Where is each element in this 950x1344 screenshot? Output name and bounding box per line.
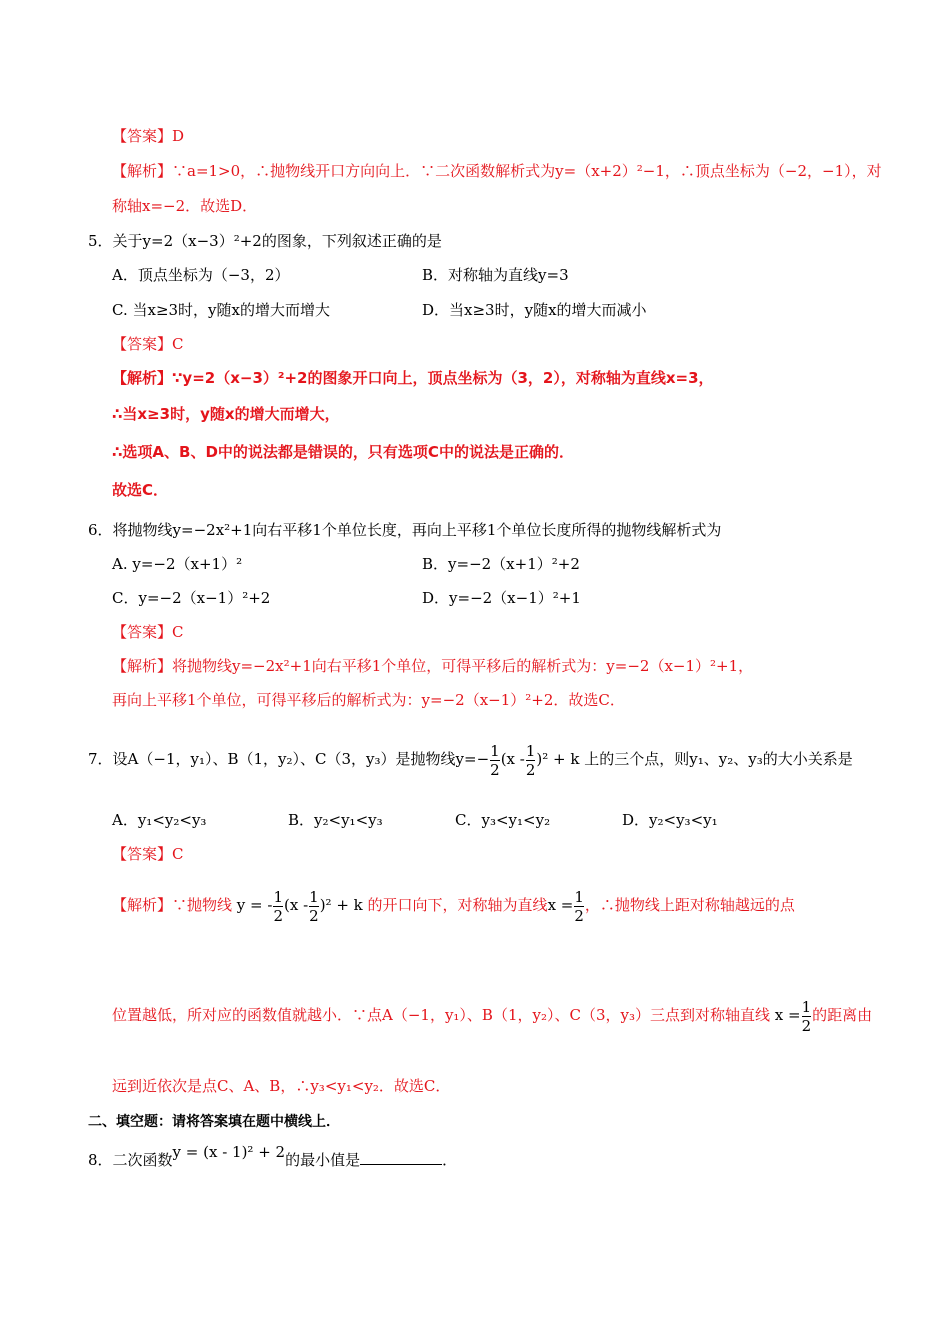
q4-explanation-line1: 【解析】∵a=1>0，∴抛物线开口方向向上．∵二次函数解析式为y=（x+2）²−1，∴顶点坐标为（−2，−1），对 (112, 162, 882, 180)
section2-title: 二、填空题：请将答案填在题中横线上． (88, 1114, 340, 1130)
q5-explanation-line2: ∴当x≥3时，y随x的增大而增大， (112, 405, 340, 423)
q5-stem: 5．关于y=2（x−3）²+2的图象，下列叙述正确的是 (88, 232, 442, 250)
q7-explain2-suffix: 的距离由 (812, 1006, 873, 1024)
q6-option-a: A. y=−2（x+1）² (112, 555, 243, 573)
q7-explain-prefix: 【解析】∵抛物线 (112, 896, 233, 914)
q8-end: ． (442, 1151, 458, 1169)
q7-fraction-2: $\frac{1}{2}$ (525, 741, 536, 779)
q7-option-b: B．y₂<y₁<y₃ (288, 811, 383, 829)
q6-explanation-line1: 【解析】将抛物线y=−2x²+1向右平移1个单位，可得平移后的解析式为：y=−2（x−1）²+1， (112, 657, 754, 675)
q8-prefix: 8．二次函数 (88, 1151, 173, 1169)
q4-answer: 【答案】D (112, 127, 185, 145)
q7-option-d: D．y₂<y₃<y₁ (622, 811, 718, 829)
q6-explanation-line2: 再向上平移1个单位，可得平移后的解析式为：y=−2（x−1）²+2．故选C． (112, 691, 625, 709)
q5-option-b: B．对称轴为直线y=3 (422, 266, 569, 284)
q7-answer: 【答案】C (112, 845, 184, 863)
q7-explain2-axis: x = $\frac{1}{2}$ (774, 997, 812, 1035)
q5-explanation-line4: 故选C． (112, 481, 169, 499)
q6-option-d: D．y=−2（x−1）²+1 (422, 589, 581, 607)
q7-stem (88, 730, 853, 788)
q7-explanation-line1 (112, 876, 795, 934)
q7-explain-axis: x = $\frac{1}{2}$ (547, 887, 584, 925)
q7-fraction: $\frac{1}{2}$ (490, 741, 500, 779)
q8-stem (88, 1143, 458, 1170)
q7-explanation-line3: 远到近依次是点C、A、B，∴y₃<y₁<y₂．故选C． (112, 1077, 451, 1095)
q7-explain-mid: 的开口向下，对称轴为直线 (367, 896, 548, 914)
q5-option-a: A．顶点坐标为（−3，2） (112, 266, 290, 284)
q5-answer: 【答案】C (112, 335, 184, 353)
q5-explanation-line1: 【解析】∵y=2（x−3）²+2的图象开口向上，顶点坐标为（3，2），对称轴为直线x=3， (112, 369, 714, 387)
q7-option-c: C．y₃<y₁<y₂ (455, 811, 551, 829)
q5-option-c: C. 当x≥3时，y随x的增大而增大 (112, 301, 330, 319)
q7-explanation-line2 (112, 986, 872, 1044)
q8-formula: y = (x - 1)² + 2 (172, 1143, 286, 1161)
q7-option-a: A．y₁<y₂<y₃ (112, 811, 207, 829)
q8-answer-blank[interactable] (360, 1150, 442, 1165)
q7-explain2-prefix: 位置越低，所对应的函数值就越小．∵点A（−1，y₁）、B（1，y₂）、C（3，y₃）三点到对称轴直线 (112, 1006, 770, 1024)
q6-option-c: C．y=−2（x−1）²+2 (112, 589, 271, 607)
q5-explanation-line3: ∴选项A、B、D中的说法都是错误的，只有选项C中的说法是正确的． (112, 443, 574, 461)
q7-stem-suffix: 上的三个点，则y₁、y₂、y₃的大小关系是 (584, 750, 853, 768)
q6-option-b: B．y=−2（x+1）²+2 (422, 555, 580, 573)
q6-stem: 6．将抛物线y=−2x²+1向右平移1个单位长度，再向上平移1个单位长度所得的抛物线解析式为 (88, 521, 722, 539)
q4-explanation-line2: 称轴x=−2．故选D． (112, 197, 258, 215)
q7-stem-prefix: 7．设A（−1，y₁）、B（1，y₂）、C（3，y₃）是抛物线y=− (88, 750, 490, 768)
q5-option-d: D．当x≥3时，y随x的增大而减小 (422, 301, 647, 319)
q6-answer: 【答案】C (112, 623, 184, 641)
q7-formula-mid: (x - (500, 750, 525, 768)
q7-explain-suffix: ，∴抛物线上距对称轴越远的点 (584, 896, 795, 914)
q7-formula-end: )² + k (536, 750, 580, 768)
q8-suffix: 的最小值是 (285, 1151, 361, 1169)
q7-explain-formula: y = - $\frac{1}{2}$ (x - $\frac{1}{2}$ )² + k (236, 887, 363, 925)
